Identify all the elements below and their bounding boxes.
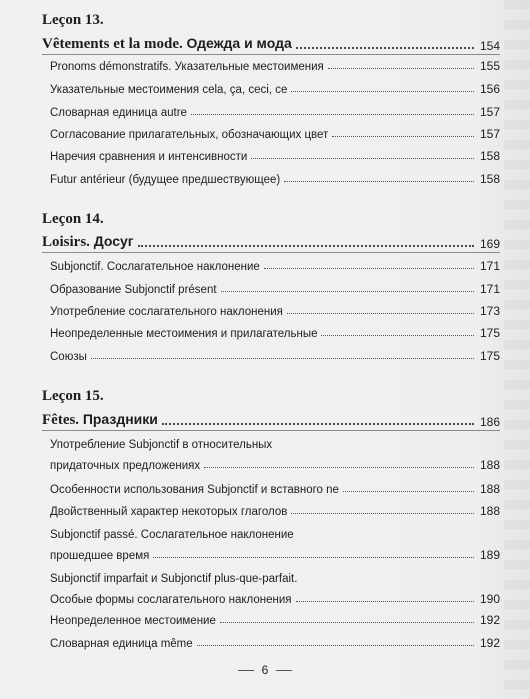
toc-entry-text: Употребление сослагательного наклонения: [50, 306, 283, 318]
dot-leader: [287, 313, 474, 314]
dot-leader: [284, 181, 474, 182]
lesson-title: Vêtements et la mode. Одежда и мода: [42, 35, 292, 52]
dot-leader: [162, 423, 474, 425]
dot-leader: [197, 645, 474, 646]
page-number: 155: [479, 59, 500, 73]
page-number: 175: [479, 326, 500, 340]
page-number: 169: [479, 237, 500, 251]
footer-page-number: 6: [261, 663, 269, 677]
dot-leader: [91, 358, 474, 359]
lesson-heading: Leçon 13.: [42, 12, 104, 28]
page-number: 186: [479, 415, 500, 429]
toc-entry-text: Pronoms démonstratifs. Указательные местоимения: [50, 61, 324, 73]
dot-leader: [264, 268, 474, 269]
toc-entry[interactable]: [50, 147, 500, 163]
toc-entry[interactable]: [50, 57, 500, 73]
dot-leader: [204, 467, 474, 468]
toc-entry-text: Futur antérieur (будущее предшествующее): [50, 174, 281, 186]
dot-leader: [291, 91, 474, 92]
toc-entry[interactable]: [50, 324, 500, 340]
page-edge-bleed: [504, 0, 530, 699]
toc-entry[interactable]: [50, 347, 500, 363]
dot-leader: [138, 245, 474, 247]
toc-entry-text: Неопределенные местоимения и прилагательные: [50, 328, 318, 340]
page-number: 188: [479, 504, 500, 518]
toc-entry-text: Образование Subjonctif présent: [50, 284, 217, 296]
page-number: 157: [479, 127, 500, 141]
toc-entry[interactable]: [50, 280, 500, 296]
page-number: 157: [479, 105, 500, 119]
toc-entry[interactable]: [50, 590, 500, 606]
toc-entry-text: Словарная единица même: [50, 638, 193, 650]
dot-leader: [291, 513, 474, 514]
lesson-heading: Leçon 15.: [42, 388, 104, 404]
lesson-title-row[interactable]: [42, 231, 500, 251]
toc-entry[interactable]: [50, 80, 500, 96]
lesson-title-row[interactable]: [42, 33, 500, 53]
toc-entry[interactable]: [50, 525, 500, 541]
lesson-title: Loisirs. Досуг: [42, 233, 134, 250]
dot-leader: [221, 291, 474, 292]
toc-entry-text: Двойственный характер некоторых глаголов: [50, 506, 288, 518]
toc-entry-text: Неопределенное местоимение: [50, 615, 216, 627]
page-number: 158: [479, 149, 500, 163]
toc-entry[interactable]: [50, 170, 500, 186]
title-underline: [42, 252, 500, 253]
lesson-title: Fêtes. Праздники: [42, 411, 158, 428]
toc-entry-text: Указательные местоимения cela, ça, ceci, ce: [50, 84, 288, 96]
dot-leader: [328, 68, 474, 69]
title-underline: [42, 54, 500, 55]
dot-leader: [153, 557, 474, 558]
page-number: 158: [479, 172, 500, 186]
toc-entry[interactable]: [50, 611, 500, 627]
toc-entry-text: Особенности использования Subjonctif и вставного ne: [50, 484, 339, 496]
toc-entry-text: Союзы: [50, 351, 87, 363]
footer-dash: [238, 670, 254, 671]
page-footer: [0, 662, 530, 678]
page-number: 188: [479, 482, 500, 496]
toc-entry[interactable]: [50, 546, 500, 562]
page-number: 192: [479, 613, 500, 627]
toc-entry-text: Subjonctif passé. Сослагательное наклонение: [50, 529, 294, 541]
dot-leader: [343, 491, 474, 492]
lesson-heading: Leçon 14.: [42, 211, 104, 227]
toc-entry[interactable]: [50, 569, 500, 585]
toc-entry-text: Согласование прилагательных, обозначающих цвет: [50, 129, 329, 141]
page-number: 173: [479, 304, 500, 318]
page-number: 189: [479, 548, 500, 562]
toc-entry[interactable]: [50, 456, 500, 472]
page-number: 156: [479, 82, 500, 96]
page-number: 188: [479, 458, 500, 472]
footer-dash: [276, 670, 292, 671]
lesson-title-row[interactable]: [42, 409, 500, 429]
toc-entry[interactable]: [50, 257, 500, 273]
toc-entry[interactable]: [50, 302, 500, 318]
toc-entry-text: Словарная единица autre: [50, 107, 187, 119]
dot-leader: [296, 47, 474, 49]
dot-leader: [321, 335, 473, 336]
toc-entry-text: прошедшее время: [50, 550, 150, 562]
toc-entry[interactable]: [50, 634, 500, 650]
page-number: 175: [479, 349, 500, 363]
toc-entry[interactable]: [50, 502, 500, 518]
toc-entry-text: Употребление Subjonctif в относительных: [50, 439, 273, 451]
dot-leader: [332, 136, 474, 137]
toc-entry[interactable]: [50, 103, 500, 119]
dot-leader: [191, 114, 474, 115]
dot-leader: [220, 622, 474, 623]
dot-leader: [251, 158, 474, 159]
toc-entry-text: Особые формы сослагательного наклонения: [50, 594, 292, 606]
toc-entry-text: Subjonctif. Сослагательное наклонение: [50, 261, 260, 273]
page-number: 171: [479, 282, 500, 296]
toc-entry-text: Наречия сравнения и интенсивности: [50, 151, 248, 163]
page-number: 190: [479, 592, 500, 606]
page-number: 154: [479, 39, 500, 53]
toc-entry[interactable]: [50, 435, 500, 451]
page-number: 192: [479, 636, 500, 650]
toc-entry-text: придаточных предложениях: [50, 460, 201, 472]
toc-entry-text: Subjonctif imparfait и Subjonctif plus-que-parfait.: [50, 573, 298, 585]
toc-entry[interactable]: [50, 480, 500, 496]
toc-entry[interactable]: [50, 125, 500, 141]
page-number: 171: [479, 259, 500, 273]
title-underline: [42, 430, 500, 431]
dot-leader: [296, 601, 474, 602]
